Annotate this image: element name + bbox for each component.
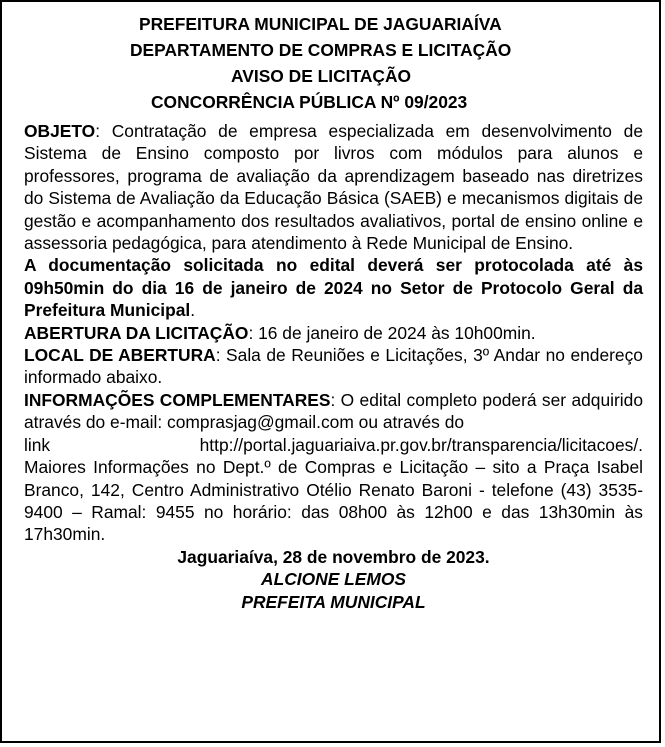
process-title: CONCORRÊNCIA PÚBLICA Nº 09/2023 — [151, 92, 468, 112]
signer-name: ALCIONE LEMOS — [261, 569, 406, 590]
objeto-text: : Contratação de empresa especializada em desenvolvimento de Sistema de Ensino composto por livros com módulos para alunos e professores, programa de avaliação da aprendizagem baseado nas diretrizes do Sistema de Avaliação da Educação Básica (SAEB) e mecanismos digitais de gestão e acompanhamento dos resultados avaliativos, portal de ensino online e assessoria pedagógica, para atendimento à Rede Municipal de Ensino. — [24, 121, 643, 254]
local-text: : Sala de Reuniões e Licitações, 3º Andar no endereço informado abaixo. — [24, 345, 643, 388]
documentation-end: . — [190, 300, 196, 321]
abertura-label: ABERTURA DA LICITAÇÃO — [24, 322, 249, 343]
local-label: LOCAL DE ABERTURA — [24, 345, 216, 366]
info-paragraph — [24, 389, 643, 434]
portal-url: http://portal.jaguariaiva.pr.gov.br/transparencia/licitacoes/. — [199, 434, 643, 455]
objeto-paragraph — [24, 120, 643, 254]
link-line — [24, 434, 643, 456]
local-paragraph — [24, 344, 643, 389]
notice-body — [24, 120, 643, 613]
documentation-text: A documentação solicitada no edital deverá ser protocolada até às 09h50min do dia 16 de janeiro de 2024 no Setor de Protocolo Geral da Prefeitura Municipal — [24, 255, 643, 321]
place-date: Jaguariaíva, 28 de novembro de 2023. — [177, 546, 490, 567]
municipality-title: PREFEITURA MUNICIPAL DE JAGUARIAÍVA — [139, 14, 502, 34]
info-text: : O edital completo poderá ser adquirido através do e-mail: comprasjag@gmail.com ou através do — [24, 389, 643, 433]
documentation-paragraph — [24, 254, 643, 321]
abertura-paragraph — [24, 322, 643, 344]
department-title: DEPARTAMENTO DE COMPRAS E LICITAÇÃO — [130, 40, 512, 60]
abertura-text: : 16 de janeiro de 2024 às 10h00min. — [248, 322, 536, 343]
info-label: INFORMAÇÕES COMPLEMENTARES — [24, 389, 331, 410]
objeto-label: OBJETO — [24, 121, 96, 141]
info-details: Maiores Informações no Dept.º de Compras e Licitação – sito a Praça Isabel Branco, 142, Centro Administrativo Otélio Renato Baroni - telefone (43) 3535-9400 – Ramal: 9455 no horário: das 08h00 às 12h00 e das 13h30min às 17h30min. — [24, 457, 643, 545]
link-word: link — [24, 434, 51, 455]
notice-type-title: AVISO DE LICITAÇÃO — [231, 66, 412, 86]
signer-title: PREFEITA MUNICIPAL — [241, 591, 426, 612]
